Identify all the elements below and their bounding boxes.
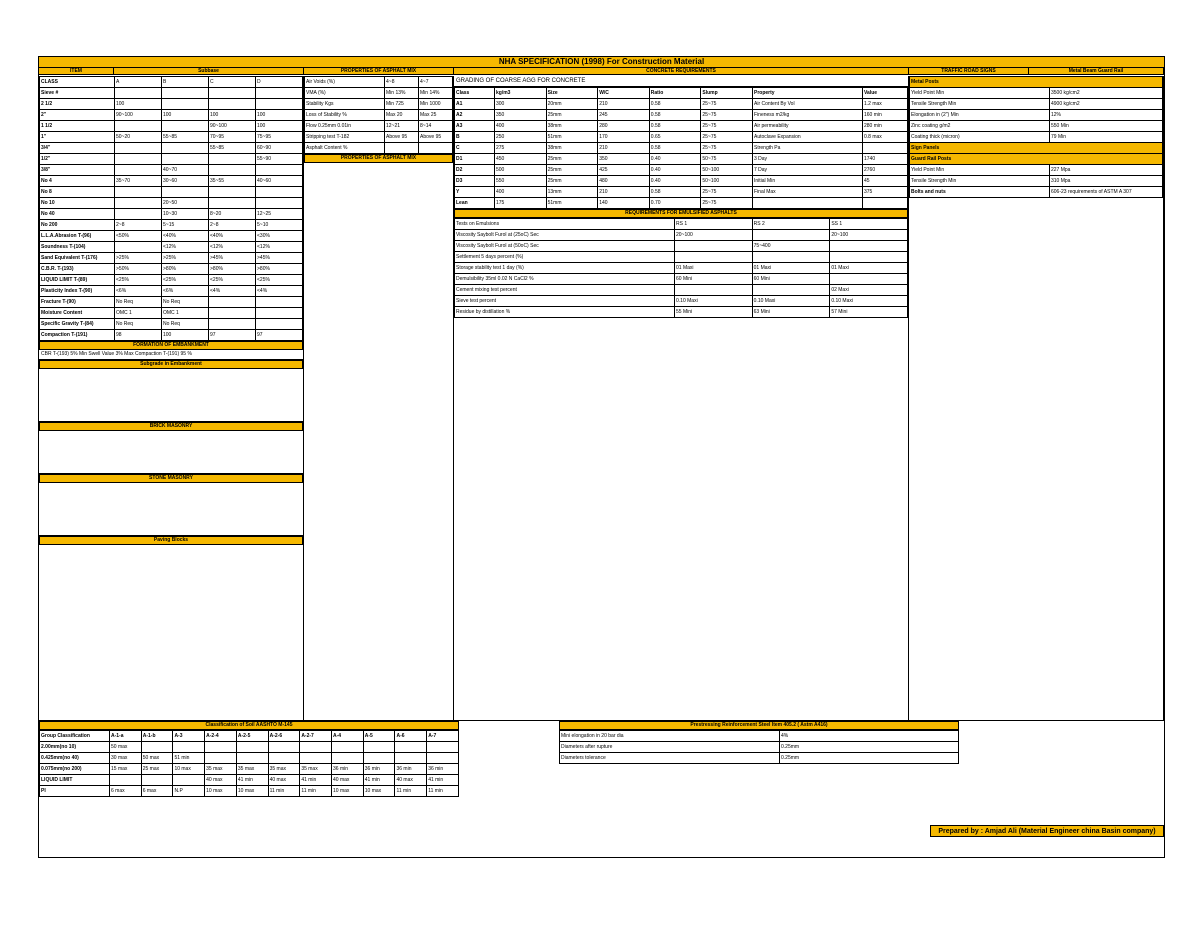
stone-title: STONE MASONRY bbox=[39, 474, 303, 483]
prestress-block bbox=[559, 721, 959, 764]
sieve-column bbox=[39, 76, 304, 720]
table-row: C.B.R. T-(193) >50% >80% >80% >80% bbox=[40, 264, 303, 275]
table-row: Demulsibility 35ml 0.02 N CaCl2 % 60 Mini 60 Mini bbox=[455, 274, 908, 285]
emulsified-title: REQUIREMENTS FOR EMULSIFIED ASPHALTS bbox=[454, 209, 908, 218]
table-row: Settlement 5 days percent (%) bbox=[455, 252, 908, 263]
paving-title: Paving Blocks bbox=[39, 536, 303, 545]
table-row: C 275 38mm 210 0.58 25~75 Strength Pa bbox=[455, 143, 908, 154]
table-row: D2 500 25mm 425 0.40 50~100 7 Day 2760 bbox=[455, 165, 908, 176]
grading-title: GRADING OF COARSE AGG FOR CONCRETE bbox=[454, 76, 908, 87]
table-row: D3 550 25mm 480 0.40 50~100 Initial Min 45 bbox=[455, 176, 908, 187]
table-row: Viscosity Saybolt Furol at (25oC) Sec 20~100 20~100 bbox=[455, 230, 908, 241]
table-row: No 40 10~30 8~20 12~25 bbox=[40, 209, 303, 220]
formation-text: CBR T-(193) 5% Min Swell Value 3% Max Compaction T-(191) 95 % bbox=[39, 350, 303, 360]
table-row: 1" 50~20 55~85 70~95 75~95 bbox=[40, 132, 303, 143]
traffic-column bbox=[909, 76, 1164, 720]
table-row: L.L.A.Abrasion T-(96) <50% <40% <40% <30% bbox=[40, 231, 303, 242]
table-row bbox=[910, 77, 1163, 88]
table-row bbox=[910, 143, 1163, 154]
table-row: No 8 bbox=[40, 187, 303, 198]
table-row: CLASS A B C D bbox=[40, 77, 303, 88]
brick-note bbox=[39, 431, 303, 474]
emulsified-table bbox=[454, 218, 908, 318]
table-row: No 200 2~8 5~15 2~8 5~10 bbox=[40, 220, 303, 231]
sieve-table bbox=[39, 76, 303, 341]
subgrade-title: Subgrade in Embankment bbox=[39, 360, 303, 369]
table-row: 2" 90~100 100 100 100 bbox=[40, 110, 303, 121]
table-row: No 10 20~50 bbox=[40, 198, 303, 209]
table-row: 0.425mm(no 40) 30 max 50 max 51 min bbox=[40, 753, 459, 764]
table-row: Specific Gravity T-(84) No Req No Req bbox=[40, 319, 303, 330]
table-row: Stripping test T-182 Above 95 Above 95 bbox=[305, 132, 453, 143]
table-row: Yield Point Min 3500 kg/cm2 bbox=[910, 88, 1163, 99]
table-row: 0.075mm(no 200) 15 max 25 max 10 max 35 max 35 max 35 max 35 max 36 min 36 min 36 min 36 min bbox=[40, 764, 459, 775]
table-row: Lean 175 51mm 140 0.70 25~75 bbox=[455, 198, 908, 209]
soil-class-title: Classification of Soil AASHTO M-145 bbox=[39, 721, 459, 730]
table-row: Sieve test percent 0.10 Maxi 0.10 Maxi 0.10 Maxi bbox=[455, 296, 908, 307]
class-label: CLASS bbox=[40, 77, 115, 88]
table-row: Tests on Emulsions RS 1 RS 2 SS 1 bbox=[455, 219, 908, 230]
table-row: Sand Equivalent T-(176) >25% >25% >45% >45% bbox=[40, 253, 303, 264]
table-row: LIQUID LIMIT 40 max 41 min 40 max 41 min 40 max 41 min 40 max 41 min bbox=[40, 775, 459, 786]
table-row: Diameters after rupture 0.25mm bbox=[560, 742, 959, 753]
table-row: Asphalt Content % bbox=[305, 143, 453, 154]
table-row: Y 400 13mm 210 0.58 25~75 Final Max 375 bbox=[455, 187, 908, 198]
soil-class-table bbox=[39, 730, 459, 797]
table-row: Class kg/m3 Size W/C Ratio Slump Property Value bbox=[455, 88, 908, 99]
table-row: Group Classification A-1-a A-1-b A-3 A-2-4 A-2-5 A-2-6 A-2-7 A-4 A-5 A-6 A-7 bbox=[40, 731, 459, 742]
concrete-column bbox=[454, 76, 909, 720]
table-row: 2 1/2 100 bbox=[40, 99, 303, 110]
table-row: Fracture T-(90) No Req No Req bbox=[40, 297, 303, 308]
prestress-table bbox=[559, 730, 959, 764]
table-row: 3/4" 55~85 60~90 bbox=[40, 143, 303, 154]
table-row: A2 350 25mm 245 0.58 25~75 Fineness m2/kg 160 min bbox=[455, 110, 908, 121]
table-row: B 250 51mm 170 0.65 25~75 Autoclave Expansion 0.8 max bbox=[455, 132, 908, 143]
guard-posts-title: Guard Rail Posts bbox=[910, 154, 1163, 165]
table-row: Stability Kgs Min 725 Min 1000 bbox=[305, 99, 453, 110]
table-row: Mini elongation in 20 bar dia 4% bbox=[560, 731, 959, 742]
table-row: Loss of Stability % Max 20 Max 25 bbox=[305, 110, 453, 121]
spec-sheet bbox=[38, 56, 1165, 858]
soil-class-block bbox=[39, 721, 459, 797]
table-row: Yield Point Min 227 Mpa bbox=[910, 165, 1163, 176]
table-row: Bolts and nuts 606-23 requirements of ASTM A 307 bbox=[910, 187, 1163, 198]
table-row: Tensile Strength Min 310 Mpa bbox=[910, 176, 1163, 187]
table-row: Moisture Content OMC 1 OMC 1 bbox=[40, 308, 303, 319]
brick-title: BRICK MASONRY bbox=[39, 422, 303, 431]
table-row: 1 1/2 90~100 100 bbox=[40, 121, 303, 132]
prestress-title: Prestressing Reinforcement Steel Item 405.2 ( Astm A416) bbox=[559, 721, 959, 730]
concrete-table bbox=[454, 87, 908, 209]
table-row: Residue by distillation % 55 Mini 63 Mini 57 Mini bbox=[455, 307, 908, 318]
asphalt-column bbox=[304, 76, 454, 720]
sheet-title: NHA SPECIFICATION (1998) For Construction Material bbox=[39, 57, 1164, 68]
stone-note bbox=[39, 483, 303, 536]
header-metal-beam: Metal Beam Guard Rail bbox=[1029, 68, 1164, 75]
table-row bbox=[40, 88, 303, 99]
prepared-by: Prepared by : Amjad Ali (Material Engineer china Basin company) bbox=[930, 825, 1164, 837]
table-row: Elongation in (2") Min 12% bbox=[910, 110, 1163, 121]
header-subbase: Subbase bbox=[114, 68, 304, 75]
table-row: Viscosity Saybolt Furol at (50oC) Sec 75~400 bbox=[455, 241, 908, 252]
table-row: VMA (%) Min 13% Min 14% bbox=[305, 88, 453, 99]
asphalt-table bbox=[304, 76, 453, 154]
header-asphalt: PROPERTIES OF ASPHALT MIX bbox=[304, 68, 454, 75]
table-row: Flow 0.25mm 0.01in 12~21 8~14 bbox=[305, 121, 453, 132]
subgrade-note bbox=[39, 369, 303, 422]
metal-posts-table bbox=[909, 76, 1163, 198]
table-row: 3/8" 40~70 bbox=[40, 165, 303, 176]
table-row: PI 6 max 6 max N.P 10 max 10 max 11 min 11 min 10 max 10 max 11 min 11 min bbox=[40, 786, 459, 797]
table-row bbox=[910, 154, 1163, 165]
formation-title: FORMATION OF EMBANKMENT bbox=[39, 341, 303, 350]
table-row: D1 450 25mm 350 0.40 50~75 3 Day 1740 bbox=[455, 154, 908, 165]
sign-panels-title: Sign Panels bbox=[910, 143, 1163, 154]
table-row: Tensile Strength Min 4900 kg/cm2 bbox=[910, 99, 1163, 110]
table-row: Diameters tolerance 0.25mm bbox=[560, 753, 959, 764]
table-row: Coating thick (micron) 79 Min bbox=[910, 132, 1163, 143]
sieve-label: Sieve # bbox=[40, 88, 115, 99]
table-row: LIQUID LIMIT T-(89) <25% <25% <25% <25% bbox=[40, 275, 303, 286]
table-row: Compaction T-(191) 98 100 97 97 bbox=[40, 330, 303, 341]
table-row: No 4 35~70 30~60 35~55 40~60 bbox=[40, 176, 303, 187]
table-row: Air Voids (%) 4~8 4~7 bbox=[305, 77, 453, 88]
table-row: A3 400 38mm 280 0.58 25~75 Air permeability 280 min bbox=[455, 121, 908, 132]
table-row: Plasticity Index T-(90) <6% <6% <4% <4% bbox=[40, 286, 303, 297]
header-item: ITEM bbox=[39, 68, 114, 75]
header-concrete: CONCRETE REQUIREMENTS bbox=[454, 68, 909, 75]
asphalt-title: PROPERTIES OF ASPHALT MIX bbox=[304, 154, 453, 163]
table-row: 2.00mm(no 10) 50 max bbox=[40, 742, 459, 753]
table-row: 1/2" 55~90 bbox=[40, 154, 303, 165]
table-row: Soundness T-(104) <12% <12% <12% bbox=[40, 242, 303, 253]
table-row: Cement mixing test percent 02 Maxi bbox=[455, 285, 908, 296]
table-row: Zinc coating g/m2 550 Min bbox=[910, 121, 1163, 132]
header-traffic: TRAFFIC ROAD SIGNS bbox=[909, 68, 1029, 75]
metal-posts-title: Metal Posts bbox=[910, 77, 1163, 88]
table-row: Storage stability test 1 day (%) 01 Maxi 01 Maxi 01 Maxi bbox=[455, 263, 908, 274]
table-row: A1 300 20mm 210 0.58 25~75 Air Content By Vol 1.2 max bbox=[455, 99, 908, 110]
